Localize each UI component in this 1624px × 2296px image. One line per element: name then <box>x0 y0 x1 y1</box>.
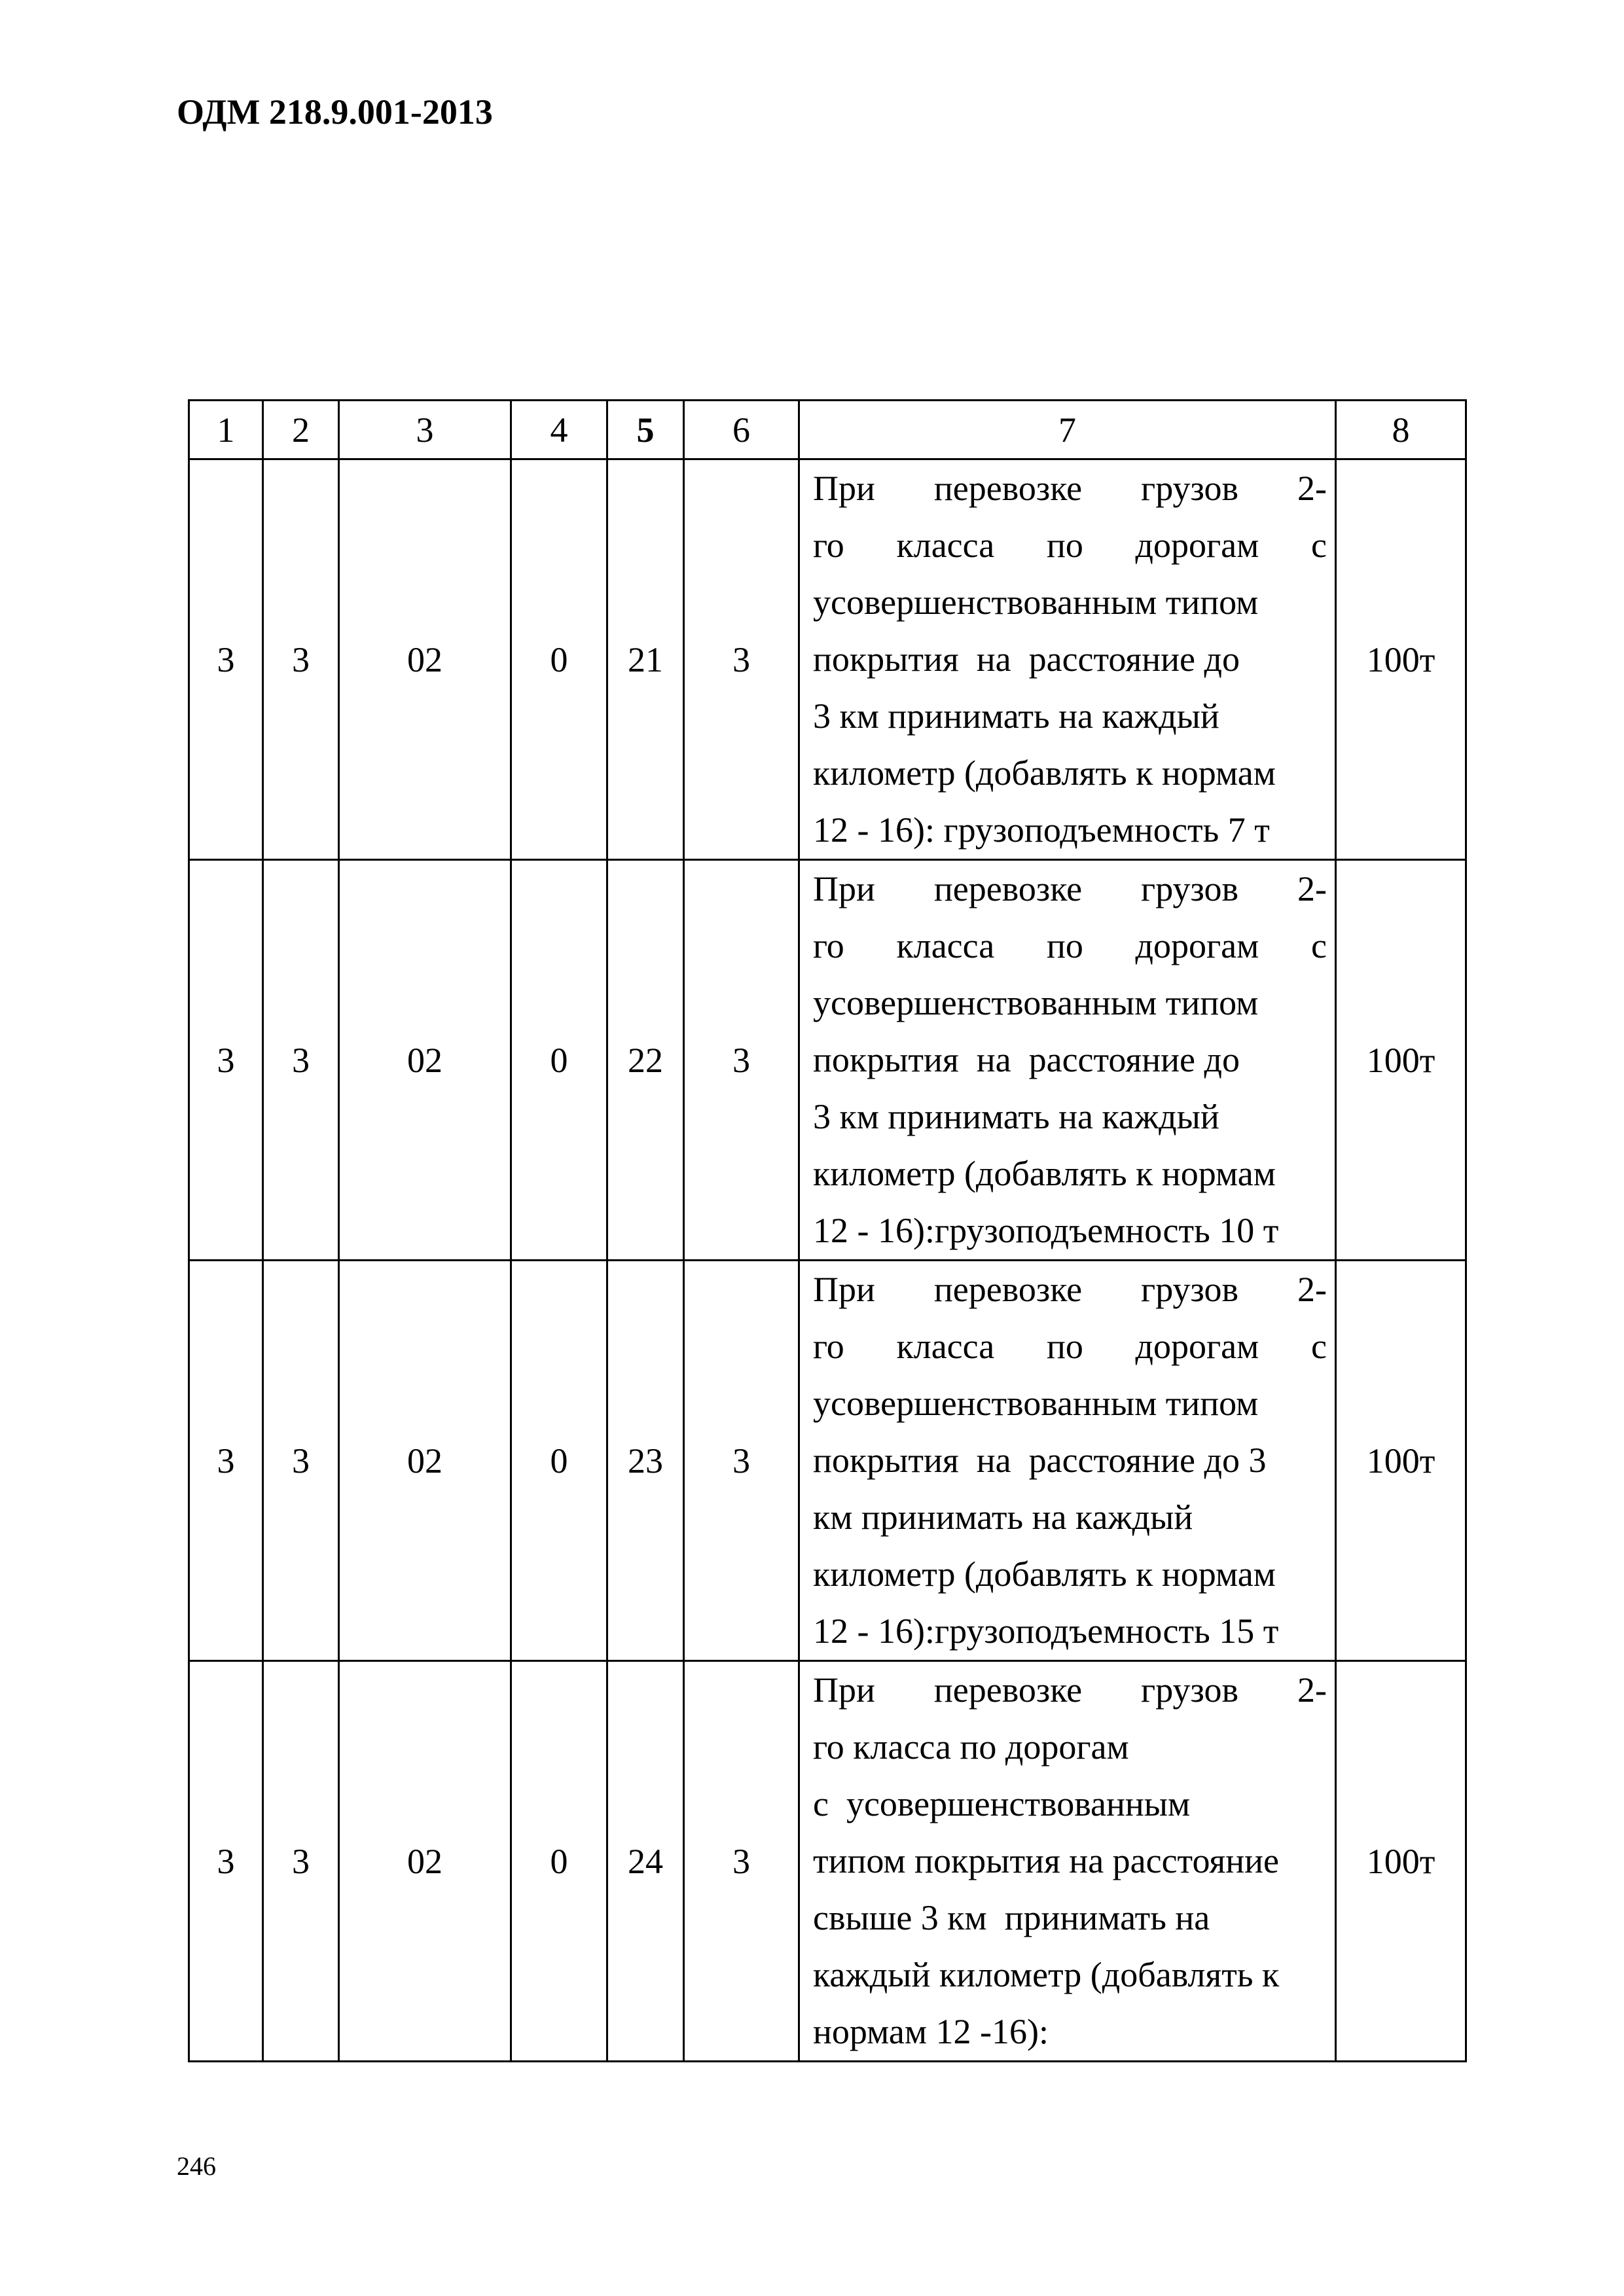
table-cell: 0 <box>511 1261 607 1661</box>
table-cell: 100т <box>1336 860 1466 1261</box>
description-line: покрытия на расстояние до <box>813 639 1240 679</box>
table-cell: 0 <box>511 459 607 860</box>
description-line: го класса по дорогам с <box>813 1327 1327 1366</box>
description-line: го класса по дорогам с <box>813 526 1327 565</box>
description-line: го класса по дорогам <box>813 1727 1129 1767</box>
table-cell: 02 <box>339 1261 511 1661</box>
table-row <box>189 1661 1466 2062</box>
table-cell: 3 <box>684 459 799 860</box>
description-line: усовершенствованным типом <box>813 983 1259 1022</box>
column-header: 2 <box>263 401 339 459</box>
description-line: 12 - 16): грузоподъемность 7 т <box>813 810 1270 850</box>
table-cell: 21 <box>607 459 684 860</box>
table-cell: 22 <box>607 860 684 1261</box>
description-cell <box>799 860 1336 1261</box>
table-cell: 3 <box>189 459 263 860</box>
description-line: километр (добавлять к нормам <box>813 753 1276 793</box>
table-cell: 3 <box>189 1661 263 2062</box>
table-cell: 3 <box>263 1261 339 1661</box>
table-cell: 02 <box>339 1661 511 2062</box>
description-cell <box>799 1661 1336 2062</box>
column-header: 7 <box>799 401 1336 459</box>
table-cell: 3 <box>684 860 799 1261</box>
table-cell: 3 <box>684 1661 799 2062</box>
table-cell: 23 <box>607 1261 684 1661</box>
table-cell: 3 <box>189 1261 263 1661</box>
table-cell: 3 <box>684 1261 799 1661</box>
description-line: покрытия на расстояние до 3 <box>813 1441 1267 1480</box>
description-line: каждый километр (добавлять к <box>813 1955 1280 1994</box>
table-header-row <box>189 401 1466 459</box>
description-cell <box>799 459 1336 860</box>
description-line: 3 км принимать на каждый <box>813 1097 1219 1136</box>
description-line: При перевозке грузов 2- <box>813 1270 1327 1309</box>
description-line: усовершенствованным типом <box>813 1384 1259 1423</box>
description-line: го класса по дорогам с <box>813 926 1327 965</box>
description-line: При перевозке грузов 2- <box>813 1670 1327 1710</box>
description-line: нормам 12 -16): <box>813 2012 1049 2051</box>
table-row <box>189 1261 1466 1661</box>
description-line: 12 - 16):грузоподъемность 10 т <box>813 1211 1279 1250</box>
description-line: усовершенствованным типом <box>813 583 1259 622</box>
description-line: свыше 3 км принимать на <box>813 1898 1210 1937</box>
description-line: километр (добавлять к нормам <box>813 1554 1276 1594</box>
column-header: 8 <box>1336 401 1466 459</box>
norms-table <box>188 399 1467 2062</box>
description-line: типом покрытия на расстояние <box>813 1841 1280 1880</box>
description-cell <box>799 1261 1336 1661</box>
table-cell: 0 <box>511 1661 607 2062</box>
table-cell: 3 <box>263 860 339 1261</box>
table-row <box>189 860 1466 1261</box>
table-row <box>189 459 1466 860</box>
description-line: километр (добавлять к нормам <box>813 1154 1276 1193</box>
table-cell: 02 <box>339 459 511 860</box>
description-line: покрытия на расстояние до <box>813 1040 1240 1079</box>
column-header: 6 <box>684 401 799 459</box>
column-header: 4 <box>511 401 607 459</box>
column-header: 3 <box>339 401 511 459</box>
column-header: 1 <box>189 401 263 459</box>
table-cell: 02 <box>339 860 511 1261</box>
document-code: ОДМ 218.9.001-2013 <box>177 92 493 132</box>
column-header: 5 <box>607 401 684 459</box>
description-line: При перевозке грузов 2- <box>813 869 1327 908</box>
table-cell: 3 <box>263 459 339 860</box>
table-cell: 100т <box>1336 459 1466 860</box>
table-cell: 0 <box>511 860 607 1261</box>
description-line: 3 км принимать на каждый <box>813 696 1219 736</box>
table-cell: 3 <box>263 1661 339 2062</box>
page-number: 246 <box>177 2151 216 2181</box>
description-line: При перевозке грузов 2- <box>813 469 1327 508</box>
description-line: км принимать на каждый <box>813 1498 1193 1537</box>
table-cell: 100т <box>1336 1661 1466 2062</box>
table-cell: 100т <box>1336 1261 1466 1661</box>
table-cell: 3 <box>189 860 263 1261</box>
description-line: с усовершенствованным <box>813 1784 1191 1823</box>
description-line: 12 - 16):грузоподъемность 15 т <box>813 1611 1279 1651</box>
table-cell: 24 <box>607 1661 684 2062</box>
